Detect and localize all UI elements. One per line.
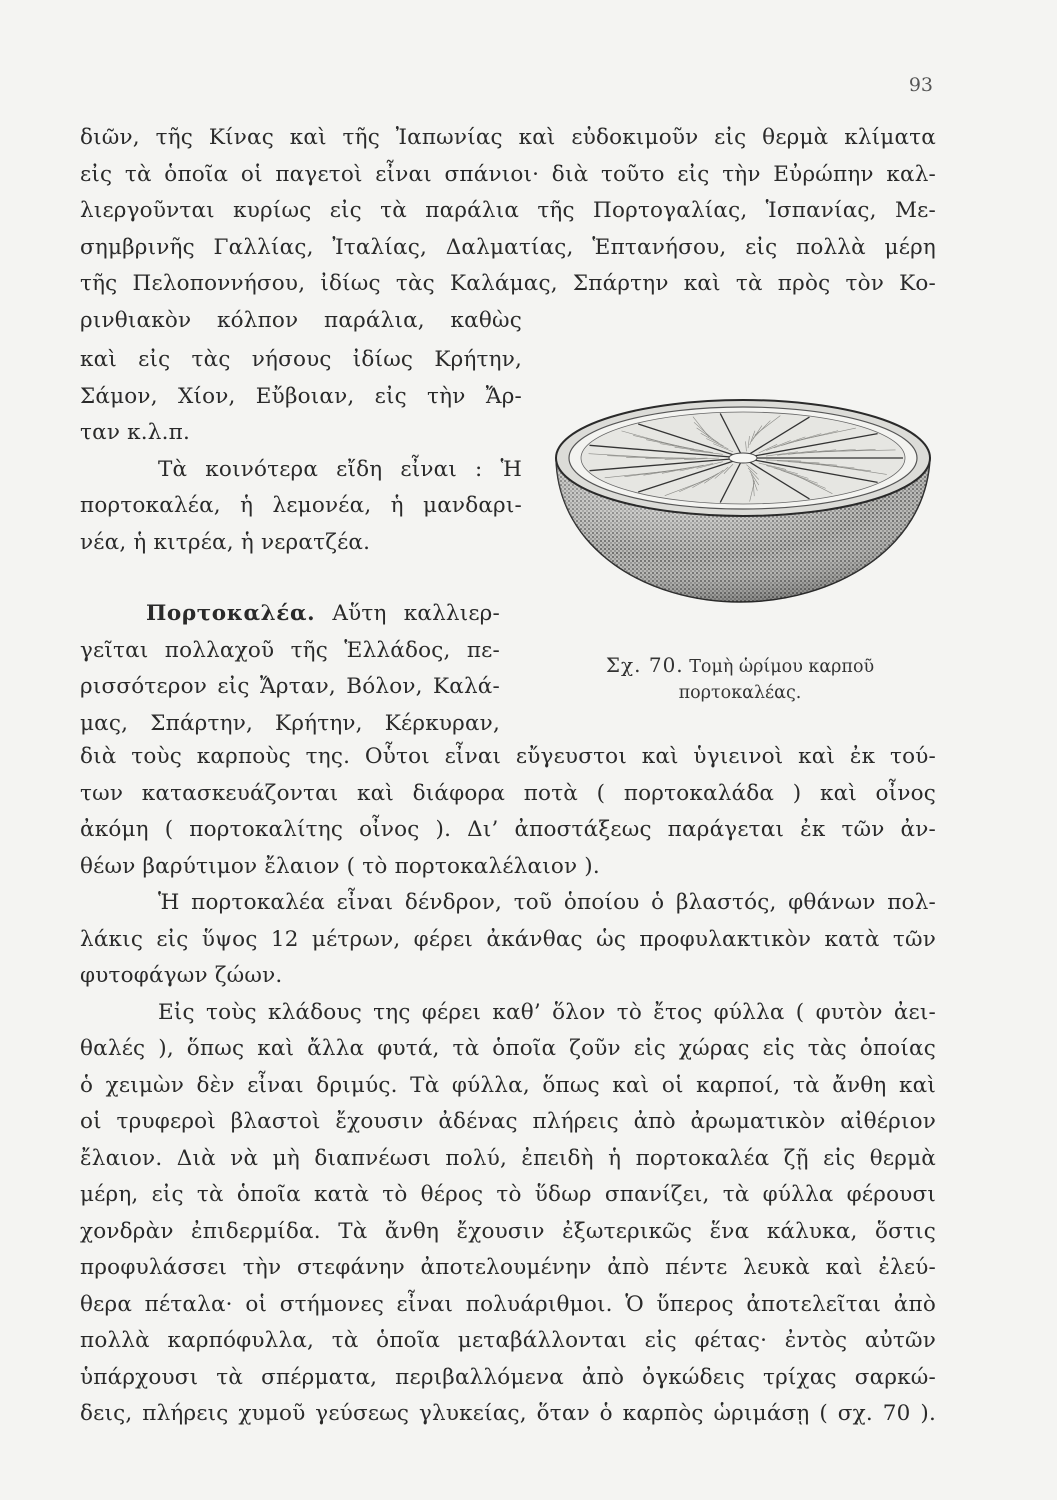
text-line: δεις, πλήρεις χυμοῦ γεύσεως γλυκείας, ὅταν ὁ καρπὸς ὡριμάσῃ ( σχ. 70 ).	[80, 1401, 936, 1426]
text-line: ὁ χειμὼν δὲν εἶναι δριμύς. Τὰ φύλλα, ὅπως καὶ οἱ καρποί, τὰ ἄνθη καὶ	[80, 1072, 936, 1098]
caption-line-2: πορτοκαλέας.	[678, 683, 802, 703]
text-line: ρισσότερον εἰς Ἄρταν, Βόλον, Καλά-	[80, 674, 500, 699]
term-continuation: Αὕτη καλλιερ-	[315, 601, 500, 626]
text-line: μας, Σπάρτην, Κρήτην, Κέρκυραν,	[80, 710, 500, 736]
text-line: των κατασκευάζονται καὶ διάφορα ποτὰ ( πορτοκαλάδα ) καὶ οἶνος	[80, 780, 936, 806]
text-line: Ἡ πορτοκαλέα εἶναι δένδρον, τοῦ ὁποίου ὁ βλαστός, φθάνων πολ-	[158, 890, 936, 915]
text-line: Τὰ κοινότερα εἴδη εἶναι : Ἡ	[158, 456, 522, 482]
text-line: ἀκόμη ( πορτοκαλίτης οἶνος ). Δι’ ἀποστάξεως παράγεται ἐκ τῶν ἀν-	[80, 817, 936, 842]
text-line: φυτοφάγων ζώων.	[80, 963, 283, 988]
text-line: θαλές ), ὅπως καὶ ἄλλα φυτά, τὰ ὁποῖα ζοῦν εἰς χώρας εἰς τὰς ὁποίας	[80, 1036, 936, 1061]
text-line: γεῖται πολλαχοῦ τῆς Ἑλλάδος, πε-	[80, 637, 500, 663]
text-line: οἱ τρυφεροὶ βλαστοὶ ἔχουσιν ἀδένας πλήρεις ἀπὸ ἀρωματικὸν αἰθέριον	[80, 1109, 936, 1134]
text-line: λάκις εἰς ὕψος 12 μέτρων, φέρει ἀκάνθας ὡς προφυλακτικὸν κατὰ τῶν	[80, 926, 936, 952]
text-line: καὶ εἰς τὰς νήσους ἰδίως Κρήτην,	[80, 347, 522, 372]
caption-line-1: Τομὴ ὡρίμου καρποῦ	[689, 657, 875, 677]
orange-cross-section-figure	[548, 340, 938, 610]
intro-paragraph	[80, 120, 936, 339]
text-line: ἔλαιον. Διὰ νὰ μὴ διαπνέωσι πολύ, ἐπειδὴ ἡ πορτοκαλέα ζῇ εἰς θερμὰ	[80, 1145, 936, 1171]
text-line: νέα, ἡ κιτρέα, ἡ νερατζέα.	[80, 529, 371, 555]
text-line: ὑπάρχουσι τὰ σπέρματα, περιβαλλόμενα ἀπὸ ὀγκώδεις τρίχας σαρκώ-	[80, 1364, 936, 1390]
page-number: 93	[908, 74, 933, 96]
text-line: προφυλάσσει τὴν στεφάνην ἀποτελουμένην ἀπὸ πέντε λευκὰ καὶ ἐλεύ-	[80, 1255, 936, 1280]
section-term: Πορτοκαλέα.	[146, 601, 316, 626]
portokalea-paragraph	[80, 596, 500, 742]
text-line	[80, 596, 500, 633]
text-line: σημβρινῆς Γαλλίας, Ἰταλίας, Δαλματίας, Ἑπτανήσου, εἰς πολλὰ μέρη	[80, 234, 936, 260]
text-line: Εἰς τοὺς κλάδους της φέρει καθ’ ὅλον τὸ ἔτος φύλλα ( φυτὸν ἀει-	[158, 999, 936, 1025]
text-line: θέων βαρύτιμον ἔλαιον ( τὸ πορτοκαλέλαιον ).	[80, 853, 600, 879]
figure-caption	[540, 652, 940, 706]
text-line: εἰς τὰ ὁποῖα οἱ παγετοὶ εἶναι σπάνιοι· διὰ τοῦτο εἰς τὴν Εὐρώπην καλ-	[80, 161, 936, 187]
orange-illustration	[548, 340, 938, 610]
text-line: ρινθιακὸν κόλπον παράλια, καθὼς	[80, 307, 522, 333]
text-line: Σάμον, Χίον, Εὔβοιαν, εἰς τὴν Ἄρ-	[80, 383, 522, 409]
description-paragraphs	[80, 739, 936, 1433]
text-line: πολλὰ καρπόφυλλα, τὰ ὁποῖα μεταβάλλονται εἰς φέτας· ἐντὸς αὐτῶν	[80, 1328, 936, 1353]
text-line: λιεργοῦνται κυρίως εἰς τὰ παράλια τῆς Πορτογαλίας, Ἱσπανίας, Με-	[80, 198, 936, 223]
text-line: πορτοκαλέα, ἡ λεμονέα, ἡ μανδαρι-	[80, 493, 522, 518]
text-line: μέρη, εἰς τὰ ὁποῖα κατὰ τὸ θέρος τὸ ὕδωρ σπανίζει, τὰ φύλλα φέρουσι	[80, 1182, 936, 1207]
text-line: διῶν, τῆς Κίνας καὶ τῆς Ἰαπωνίας καὶ εὐδοκιμοῦν εἰς θερμὰ κλίματα	[80, 125, 936, 150]
figure-number: Σχ. 70.	[605, 653, 684, 677]
text-line: διὰ τοὺς καρποὺς της. Οὗτοι εἶναι εὔγευστοι καὶ ὑγιεινοὶ καὶ ἐκ τού-	[80, 744, 936, 769]
text-line: τῆς Πελοποννήσου, ἰδίως τὰς Καλάμας, Σπάρτην καὶ τὰ πρὸς τὸν Κο-	[80, 271, 936, 296]
regions-paragraph	[80, 342, 522, 561]
text-line: ταν κ.λ.π.	[80, 420, 191, 445]
text-line: χονδρὰν ἐπιδερμίδα. Τὰ ἄνθη ἔχουσιν ἐξωτερικῶς ἕνα κάλυκα, ὅστις	[80, 1218, 936, 1244]
text-line: θερα πέταλα· οἱ στήμονες εἶναι πολυάριθμοι. Ὁ ὕπερος ἀποτελεῖται ἀπὸ	[80, 1291, 936, 1317]
